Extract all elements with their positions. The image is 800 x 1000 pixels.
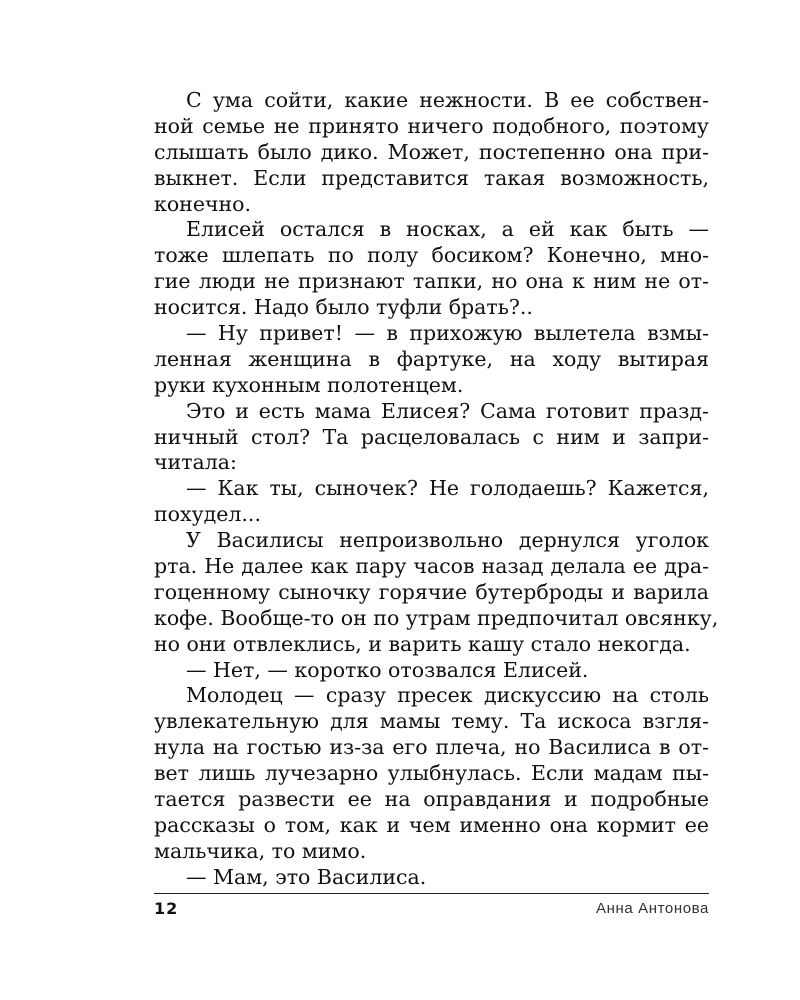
- body-text: [154, 88, 719, 891]
- text-line: гоценному сыночку горячие бутерброды и варила: [154, 579, 709, 604]
- text-line: вет лишь лучезарно улыбнулась. Если мадам пы-: [154, 761, 709, 786]
- text-line: — Как ты, сыночек? Не голодаешь? Кажется,: [186, 476, 709, 501]
- text-line: гие люди не признают тапки, но она к ним не от-: [154, 269, 709, 294]
- page-number: 12: [154, 899, 179, 918]
- text-line: похудел...: [154, 502, 261, 527]
- text-line: но они отвлеклись, и варить кашу стало некогда.: [154, 631, 691, 656]
- text-line: увлекательную для мамы тему. Та искоса взгля-: [154, 709, 709, 734]
- text-line: У Василисы непроизвольно дернулся уголок: [186, 528, 709, 553]
- text-line: конечно.: [154, 191, 252, 216]
- text-line: — Ну привет! — в прихожую вылетела взмы-: [186, 321, 709, 346]
- text-line: ленная женщина в фартуке, на ходу вытирая: [154, 346, 709, 371]
- text-line: носится. Надо было туфли брать?..: [154, 295, 533, 320]
- text-line: С ума сойти, какие нежности. В ее собствен-: [186, 88, 709, 112]
- text-line: Молодец — сразу пресек дискуссию на столь: [186, 683, 709, 708]
- text-line: нула на гостью из-за его плеча, но Василиса в от-: [154, 735, 709, 760]
- text-line: Это и есть мама Елисея? Сама готовит празд-: [186, 398, 709, 423]
- text-line: рта. Не далее как пару часов назад делала ее дра-: [154, 554, 709, 579]
- text-line: кофе. Вообще-то он по утрам предпочитал овсянку,: [154, 605, 719, 630]
- text-line: ной семье не принято ничего подобного, поэтому: [154, 113, 709, 138]
- text-line: рассказы о том, как и чем именно она кормит ее: [154, 812, 709, 837]
- text-line: Елисей остался в носках, а ей как быть —: [186, 217, 709, 242]
- text-line: выкнет. Если представится такая возможность,: [154, 165, 709, 190]
- text-line: руки кухонным полотенцем.: [154, 372, 464, 397]
- running-head-author: Анна Антонова: [596, 900, 709, 917]
- text-line: слышать было дико. Может, постепенно она при-: [154, 139, 709, 164]
- text-line: читала:: [154, 450, 237, 475]
- text-line: ничный стол? Та расцеловалась с ним и запри-: [154, 424, 709, 449]
- footer-divider: [154, 893, 709, 894]
- text-line: — Нет, — коротко отозвался Елисей.: [186, 657, 589, 682]
- text-line: тается развести ее на оправдания и подробные: [154, 787, 709, 812]
- text-line: тоже шлепать по полу босиком? Конечно, мно-: [154, 243, 709, 268]
- text-line: — Мам, это Василиса.: [186, 864, 427, 889]
- text-line: мальчика, то мимо.: [154, 838, 367, 863]
